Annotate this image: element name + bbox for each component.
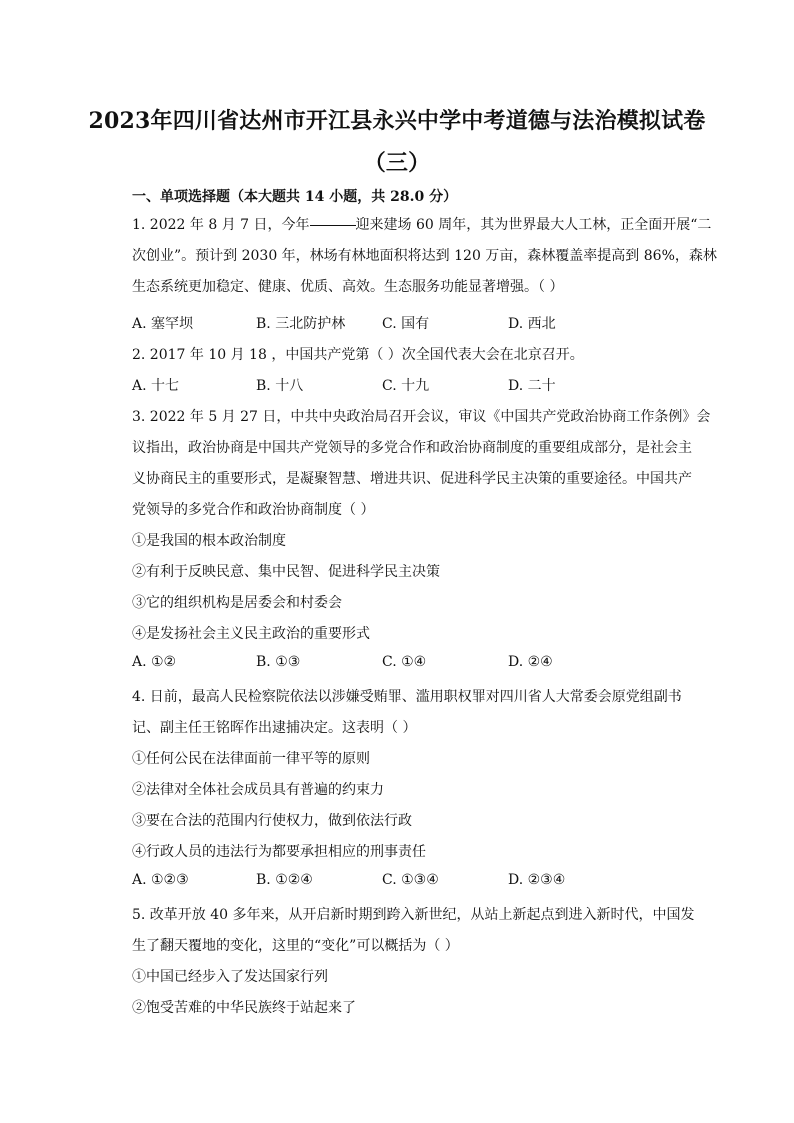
question-3-statement-1: ①是我国的根本政治制度 <box>132 533 286 549</box>
question-3-line-1: 3. 2022 年 5 月 27 日，中共中央政治局召开会议，审议《中国共产党政治协商工作条例》会 <box>132 409 711 425</box>
question-4-line-2: 记、副主任王铭晖作出逮捕决定。这表明（ ） <box>132 720 417 736</box>
question-5-statement-1: ①中国已经步入了发达国家行列 <box>132 969 328 985</box>
question-2-option-d[interactable]: D. 二十 <box>508 378 556 394</box>
question-3-option-b[interactable]: B. ①③ <box>256 654 301 670</box>
question-1-option-c[interactable]: C. 国有 <box>382 316 430 332</box>
exam-title-suffix: （三） <box>363 150 431 176</box>
exam-title: 2023年四川省达州市开江县永兴中学中考道德与法治模拟试卷 <box>88 108 706 134</box>
question-2-option-b[interactable]: B. 十八 <box>256 378 304 394</box>
question-1-text-a: 1. 2022 年 8 月 7 日，今年 <box>132 217 310 233</box>
question-3-line-3: 义协商民主的重要形式，是凝聚智慧、增进共识、促进科学民主决策的重要途径。中国共产 <box>132 471 692 487</box>
question-1-line-1 <box>132 214 711 234</box>
question-4-option-a[interactable]: A. ①②③ <box>132 872 189 888</box>
question-1-line-2: 次创业”。预计到 2030 年，林场有林地面积将达到 120 万亩，森林覆盖率提高到 86%，森林 <box>132 248 717 264</box>
question-3-option-d[interactable]: D. ②④ <box>508 654 553 670</box>
question-5-statement-2: ②饱受苦难的中华民族终于站起来了 <box>132 1000 356 1016</box>
question-3-statement-2: ②有利于反映民意、集中民智、促进科学民主决策 <box>132 564 440 580</box>
question-1-option-b[interactable]: B. 三北防护林 <box>256 316 346 332</box>
question-1-line-3: 生态系统更加稳定、健康、优质、高效。生态服务功能显著增强。（ ） <box>132 279 564 295</box>
question-3-option-a[interactable]: A. ①② <box>132 654 177 670</box>
question-3-statement-3: ③它的组织机构是居委会和村委会 <box>132 595 342 611</box>
question-4-line-1: 4. 日前，最高人民检察院依法以涉嫌受贿罪、滥用职权罪对四川省人大常委会原党组副书 <box>132 689 682 705</box>
question-4-statement-3: ③要在合法的范围内行使权力，做到依法行政 <box>132 813 412 829</box>
question-2-line-1: 2. 2017 年 10 月 18 ，中国共产党第（ ）次全国代表大会在北京召开。 <box>132 347 584 363</box>
question-1-text-b: 迎来建场 60 周年，其为世界最大人工林，正全面开展“二 <box>355 217 712 233</box>
question-3-statement-4: ④是发扬社会主义民主政治的重要形式 <box>132 626 370 642</box>
section-heading: 一、单项选择题（本大题共 14 小题，共 28.0 分） <box>132 189 458 205</box>
question-2-option-c[interactable]: C. 十九 <box>382 378 430 394</box>
question-4-option-c[interactable]: C. ①③④ <box>382 872 439 888</box>
question-4-statement-2: ②法律对全体社会成员具有普遍的约束力 <box>132 782 384 798</box>
question-5-line-1: 5. 改革开放 40 多年来，从开启新时期到跨入新世纪，从站上新起点到进入新时代，中国发 <box>132 907 695 923</box>
question-1-blank <box>310 225 356 226</box>
question-4-option-d[interactable]: D. ②③④ <box>508 872 566 888</box>
question-3-option-c[interactable]: C. ①④ <box>382 654 427 670</box>
question-3-line-2: 议指出，政治协商是中国共产党领导的多党合作和政治协商制度的重要组成部分，是社会主 <box>132 440 692 456</box>
question-3-line-4: 党领导的多党合作和政治协商制度（ ） <box>132 502 375 518</box>
question-1-option-d[interactable]: D. 西北 <box>508 316 556 332</box>
question-5-line-2: 生了翻天覆地的变化，这里的“变化”可以概括为（ ） <box>132 938 459 954</box>
question-4-option-b[interactable]: B. ①②④ <box>256 872 313 888</box>
question-2-option-a[interactable]: A. 十七 <box>132 378 180 394</box>
question-1-option-a[interactable]: A. 塞罕坝 <box>132 316 194 332</box>
question-4-statement-4: ④行政人员的违法行为都要承担相应的刑事责任 <box>132 844 426 860</box>
question-4-statement-1: ①任何公民在法律面前一律平等的原则 <box>132 751 370 767</box>
